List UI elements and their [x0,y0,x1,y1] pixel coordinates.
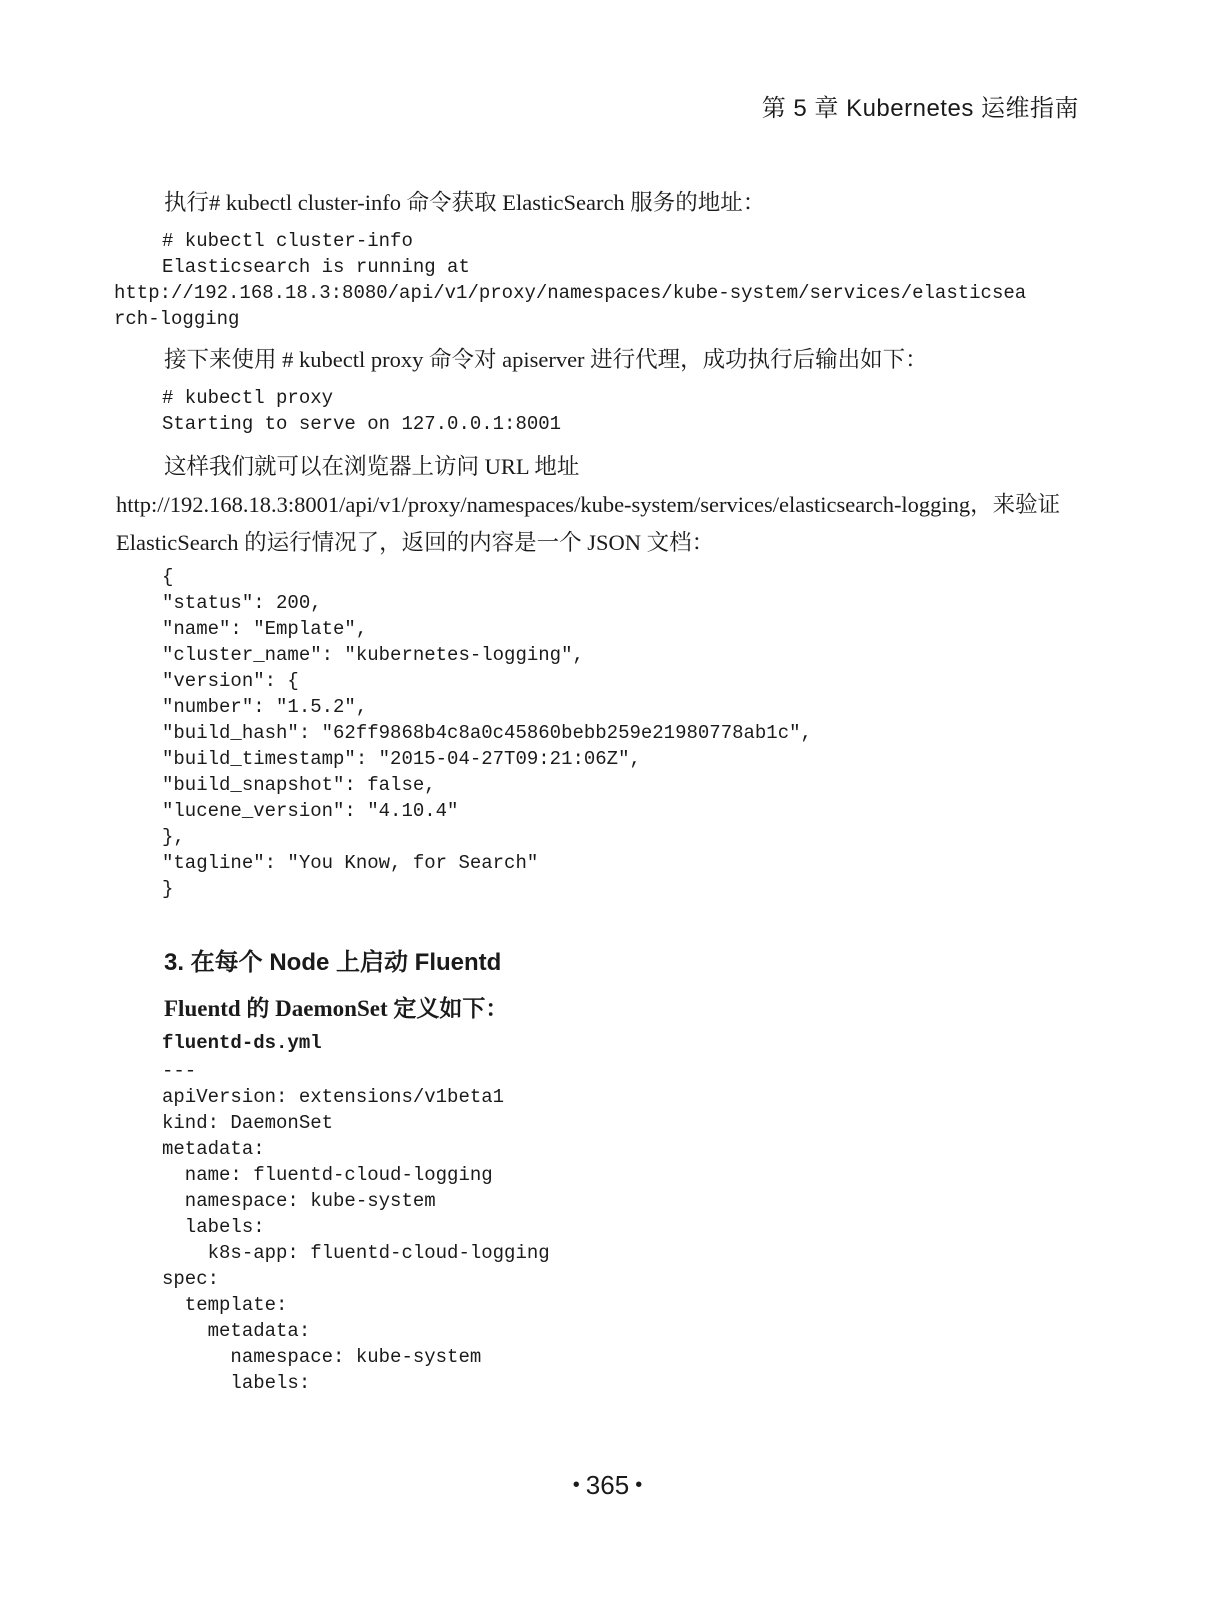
page-footer [0,1470,1215,1501]
paragraph-kubectl-proxy: 接下来使用 # kubectl proxy 命令对 apiserver 进行代理，成功执行后输出如下： [164,347,928,372]
code-filename: fluentd-ds.yml [162,1032,322,1054]
paragraph-cluster-info: 执行# kubectl cluster-info 命令获取 ElasticSearch 服务的地址： [164,190,766,215]
code-daemonset-yaml: --- apiVersion: extensions/v1beta1 kind: DaemonSet metadata: name: fluentd-cloud-logging namespace: kube-system labels: k8s-app: fluentd-cloud-logging spec: template: metadata: namespace: kube-system labels: [162,1060,550,1394]
footer-bullet-left: • [572,1474,580,1496]
running-header: 第 5 章 Kubernetes 运维指南 [761,95,1079,122]
paragraph-json-intro: 这样我们就可以在浏览器上访问 URL 地址 http://192.168.18.3:8001/api/v1/proxy/namespaces/kube-system/services/elasticsearch-logging，来验证 ElasticSearch 的运行情况了，返回的内容是一个 JSON 文档： [116,454,1061,555]
page-number: 365 [585,1470,630,1500]
footer-bullet-right: • [635,1474,643,1496]
section-heading: 3. 在每个 Node 上启动 Fluentd [164,949,502,976]
sub-heading: Fluentd 的 DaemonSet 定义如下： [164,996,509,1021]
code-cluster-info: # kubectl cluster-info Elasticsearch is running at [162,230,470,278]
code-cluster-info-url: http://192.168.18.3:8080/api/v1/proxy/namespaces/kube-system/services/elasticsea rch-logging [114,282,1027,330]
code-kubectl-proxy: # kubectl proxy Starting to serve on 127.0.0.1:8001 [162,387,562,435]
code-json-response: { "status": 200, "name": "Emplate", "cluster_name": "kubernetes-logging", "version": { "number": "1.5.2", "build_hash": "62ff9868b4c8a0c45860bebb259e21980778ab1c", "build_timestamp": "2015-04-27T09:21:06Z", "build_snapshot": false, "lucene_version": "4.10.4" }, "tagline": "You Know, for Search" } [162,566,812,900]
